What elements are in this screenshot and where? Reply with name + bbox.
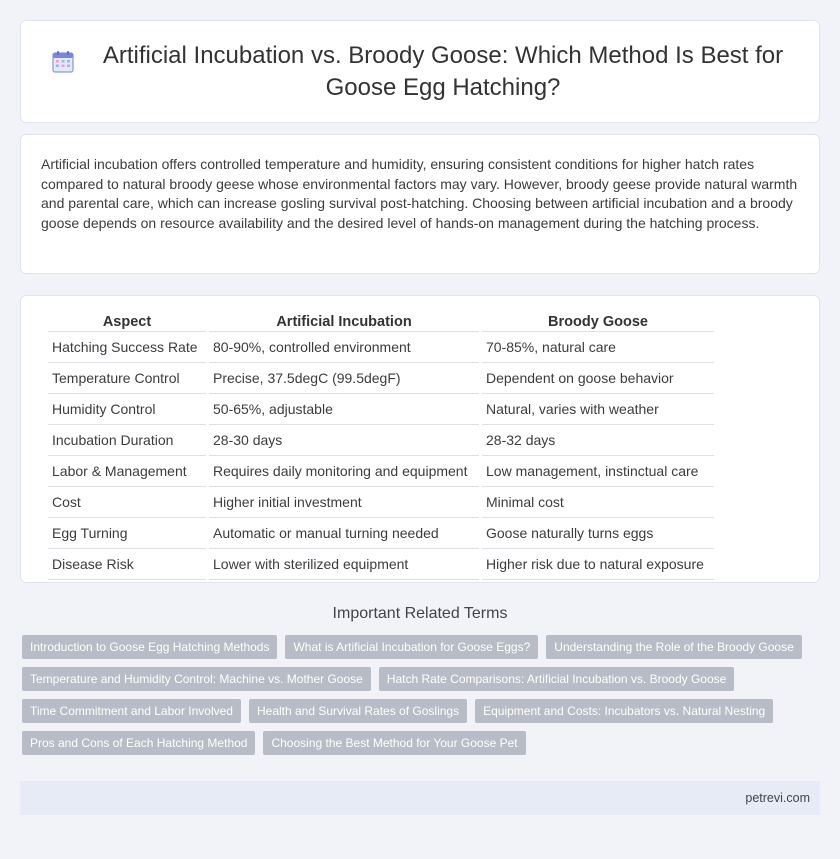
- column-header-artificial: Artificial Incubation: [209, 308, 479, 332]
- table-cell: Dependent on goose behavior: [482, 363, 714, 394]
- table-cell: Cost: [48, 487, 206, 518]
- intro-card: [20, 134, 820, 274]
- table-row: [48, 394, 714, 425]
- table-cell: 28-32 days: [482, 425, 714, 456]
- table-row: [48, 425, 714, 456]
- table-cell: 80-90%, controlled environment: [209, 332, 479, 363]
- table-cell: Automatic or manual turning needed: [209, 518, 479, 549]
- table-cell: Labor & Management: [48, 456, 206, 487]
- related-terms-title: Important Related Terms: [332, 605, 508, 622]
- table-cell: Egg Turning: [48, 518, 206, 549]
- table-cell: Higher initial investment: [209, 487, 479, 518]
- table-cell: Low management, instinctual care: [482, 456, 714, 487]
- table-row: [48, 332, 714, 363]
- table-cell: 50-65%, adjustable: [209, 394, 479, 425]
- table-cell: Lower with sterilized equipment: [209, 549, 479, 580]
- table-cell: Higher risk due to natural exposure: [482, 549, 714, 580]
- title-card: [20, 20, 820, 123]
- table-row: [48, 487, 714, 518]
- related-terms-tags: [22, 635, 818, 755]
- related-term-tag[interactable]: Choosing the Best Method for Your Goose Pet: [263, 731, 525, 755]
- table-row: [48, 456, 714, 487]
- column-header-broody: Broody Goose: [482, 308, 714, 332]
- related-term-tag[interactable]: Equipment and Costs: Incubators vs. Natural Nesting: [475, 699, 773, 723]
- table-row: [48, 518, 714, 549]
- table-cell: 70-85%, natural care: [482, 332, 714, 363]
- table-cell: 28-30 days: [209, 425, 479, 456]
- table-cell: Temperature Control: [48, 363, 206, 394]
- related-term-tag[interactable]: Hatch Rate Comparisons: Artificial Incubation vs. Broody Goose: [379, 667, 735, 691]
- intro-paragraph: Artificial incubation offers controlled temperature and humidity, ensuring consistent conditions for higher hatch rates compared to natural broody geese whose environmental factors may vary. However, broody geese provide natural warmth and parental care, which can increase gosling survival post-hatching. Choosing between artificial incubation and a broody goose depends on resource availability and the desired level of hands-on management during the hatching process.: [41, 156, 798, 232]
- footer-site-name[interactable]: petrevi.com: [745, 791, 810, 805]
- related-term-tag[interactable]: Time Commitment and Labor Involved: [22, 699, 241, 723]
- table-cell: Minimal cost: [482, 487, 714, 518]
- column-header-aspect: Aspect: [48, 308, 206, 332]
- title-wrap: [51, 40, 789, 104]
- table-cell: Requires daily monitoring and equipment: [209, 456, 479, 487]
- related-term-tag[interactable]: What is Artificial Incubation for Goose Eggs?: [285, 635, 538, 659]
- table-cell: Humidity Control: [48, 394, 206, 425]
- table-cell: Goose naturally turns eggs: [482, 518, 714, 549]
- related-term-tag[interactable]: Temperature and Humidity Control: Machine vs. Mother Goose: [22, 667, 371, 691]
- related-term-tag[interactable]: Understanding the Role of the Broody Goose: [546, 635, 801, 659]
- footer: [20, 781, 820, 815]
- table-cell: Hatching Success Rate: [48, 332, 206, 363]
- table-header-row: [48, 308, 714, 332]
- table-cell: Incubation Duration: [48, 425, 206, 456]
- related-term-tag[interactable]: Pros and Cons of Each Hatching Method: [22, 731, 255, 755]
- comparison-table: [45, 308, 717, 580]
- related-term-tag[interactable]: Introduction to Goose Egg Hatching Methods: [22, 635, 277, 659]
- comparison-table-card: [20, 295, 820, 583]
- calendar-icon: [51, 50, 75, 74]
- table-row: [48, 363, 714, 394]
- table-cell: Natural, varies with weather: [482, 394, 714, 425]
- table-cell: Precise, 37.5degC (99.5degF): [209, 363, 479, 394]
- table-cell: Disease Risk: [48, 549, 206, 580]
- related-term-tag[interactable]: Health and Survival Rates of Goslings: [249, 699, 467, 723]
- table-row: [48, 549, 714, 580]
- page-title: Artificial Incubation vs. Broody Goose: Which Method Is Best for Goose Egg Hatching?: [102, 41, 784, 101]
